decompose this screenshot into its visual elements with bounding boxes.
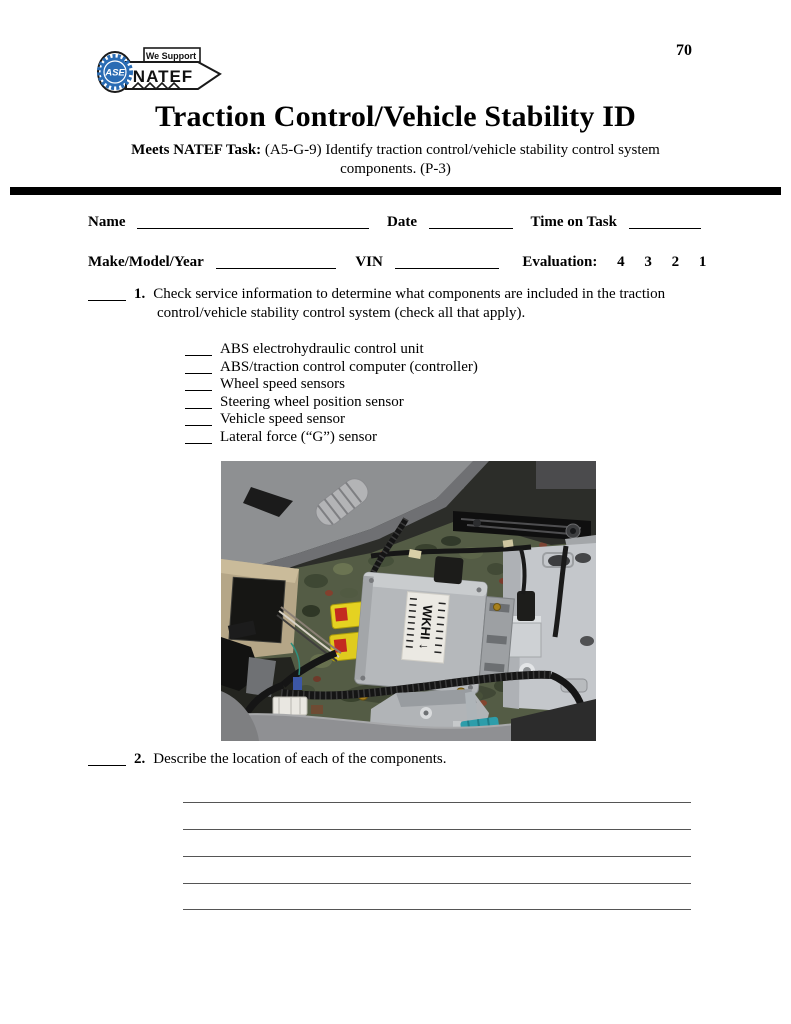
page-title: Traction Control/Vehicle Stability ID — [154, 100, 636, 133]
info-row-2 — [88, 254, 706, 271]
checklist-row — [185, 341, 478, 359]
checkbox-blank[interactable] — [185, 344, 212, 356]
logo-org-text: NATEF — [132, 67, 194, 86]
checkbox-blank[interactable] — [185, 397, 212, 409]
question-1-line-2: control/vehicle stability control system (check all that apply). — [157, 305, 526, 321]
divider-rule — [10, 187, 781, 195]
module-label-text: WKHI ↓ — [416, 604, 436, 651]
make-model-year-label: Make/Model/Year — [88, 254, 204, 270]
evaluation-score-1[interactable]: 1 — [698, 254, 707, 270]
logo-support-text: We Support — [145, 51, 197, 61]
question-2-number: 2. — [134, 751, 146, 767]
time-on-task-blank[interactable] — [629, 216, 701, 229]
checklist-item-label: Vehicle speed sensor — [220, 411, 345, 428]
checkbox-blank[interactable] — [185, 414, 212, 426]
question-1-number: 1. — [134, 286, 146, 302]
vin-blank[interactable] — [395, 256, 499, 269]
evaluation-label: Evaluation: — [522, 254, 598, 270]
date-blank[interactable] — [429, 216, 513, 229]
info-row-1 — [88, 214, 701, 231]
make-model-year-blank[interactable] — [216, 256, 336, 269]
module-label — [402, 592, 450, 663]
question-2-grade-blank[interactable] — [88, 753, 126, 766]
checklist-item-label: ABS/traction control computer (controller) — [220, 358, 478, 375]
answer-line[interactable] — [183, 829, 691, 830]
question-2-text: Describe the location of each of the components. — [153, 751, 447, 767]
evaluation-score-2[interactable]: 2 — [671, 254, 680, 270]
checkbox-blank[interactable] — [185, 432, 212, 444]
answer-line[interactable] — [183, 883, 691, 884]
question-2-line — [88, 751, 446, 768]
name-blank[interactable] — [137, 216, 369, 229]
question-1-grade-blank[interactable] — [88, 288, 126, 301]
checklist-row — [185, 429, 478, 447]
ase-text: ASE — [105, 67, 125, 79]
checklist-row — [185, 376, 478, 394]
date-label: Date — [387, 214, 417, 230]
checkbox-blank[interactable] — [185, 362, 212, 374]
answer-line[interactable] — [183, 909, 691, 910]
vin-label: VIN — [355, 254, 383, 270]
task-line-1 — [0, 142, 791, 159]
page-number: 70 — [676, 42, 692, 59]
question-1-text-1: Check service information to determine what components are included in the traction — [153, 286, 666, 302]
component-location-photo — [221, 461, 596, 741]
task-text: (A5-G-9) Identify traction control/vehicle stability control system — [264, 142, 660, 158]
answer-line[interactable] — [183, 802, 691, 803]
evaluation-score-3[interactable]: 3 — [644, 254, 652, 270]
checklist-item-label: Lateral force (“G”) sensor — [220, 428, 377, 445]
name-label: Name — [88, 214, 126, 230]
checklist-row — [185, 394, 478, 412]
question-1-line-1 — [88, 286, 665, 303]
checklist-item-label: ABS electrohydraulic control unit — [220, 341, 424, 357]
checklist-row — [185, 359, 478, 377]
checkbox-blank[interactable] — [185, 379, 212, 391]
component-checklist — [185, 341, 478, 447]
checklist-item-label: Wheel speed sensors — [220, 376, 345, 393]
task-label: Meets NATEF Task: — [131, 142, 262, 158]
checklist-row — [185, 411, 478, 429]
checklist-item-label: Steering wheel position sensor — [220, 393, 404, 410]
evaluation-score-4[interactable]: 4 — [617, 254, 625, 270]
time-on-task-label: Time on Task — [530, 214, 617, 230]
answer-line[interactable] — [183, 856, 691, 857]
task-line-2: components. (P-3) — [340, 161, 451, 177]
natef-logo — [92, 40, 232, 100]
